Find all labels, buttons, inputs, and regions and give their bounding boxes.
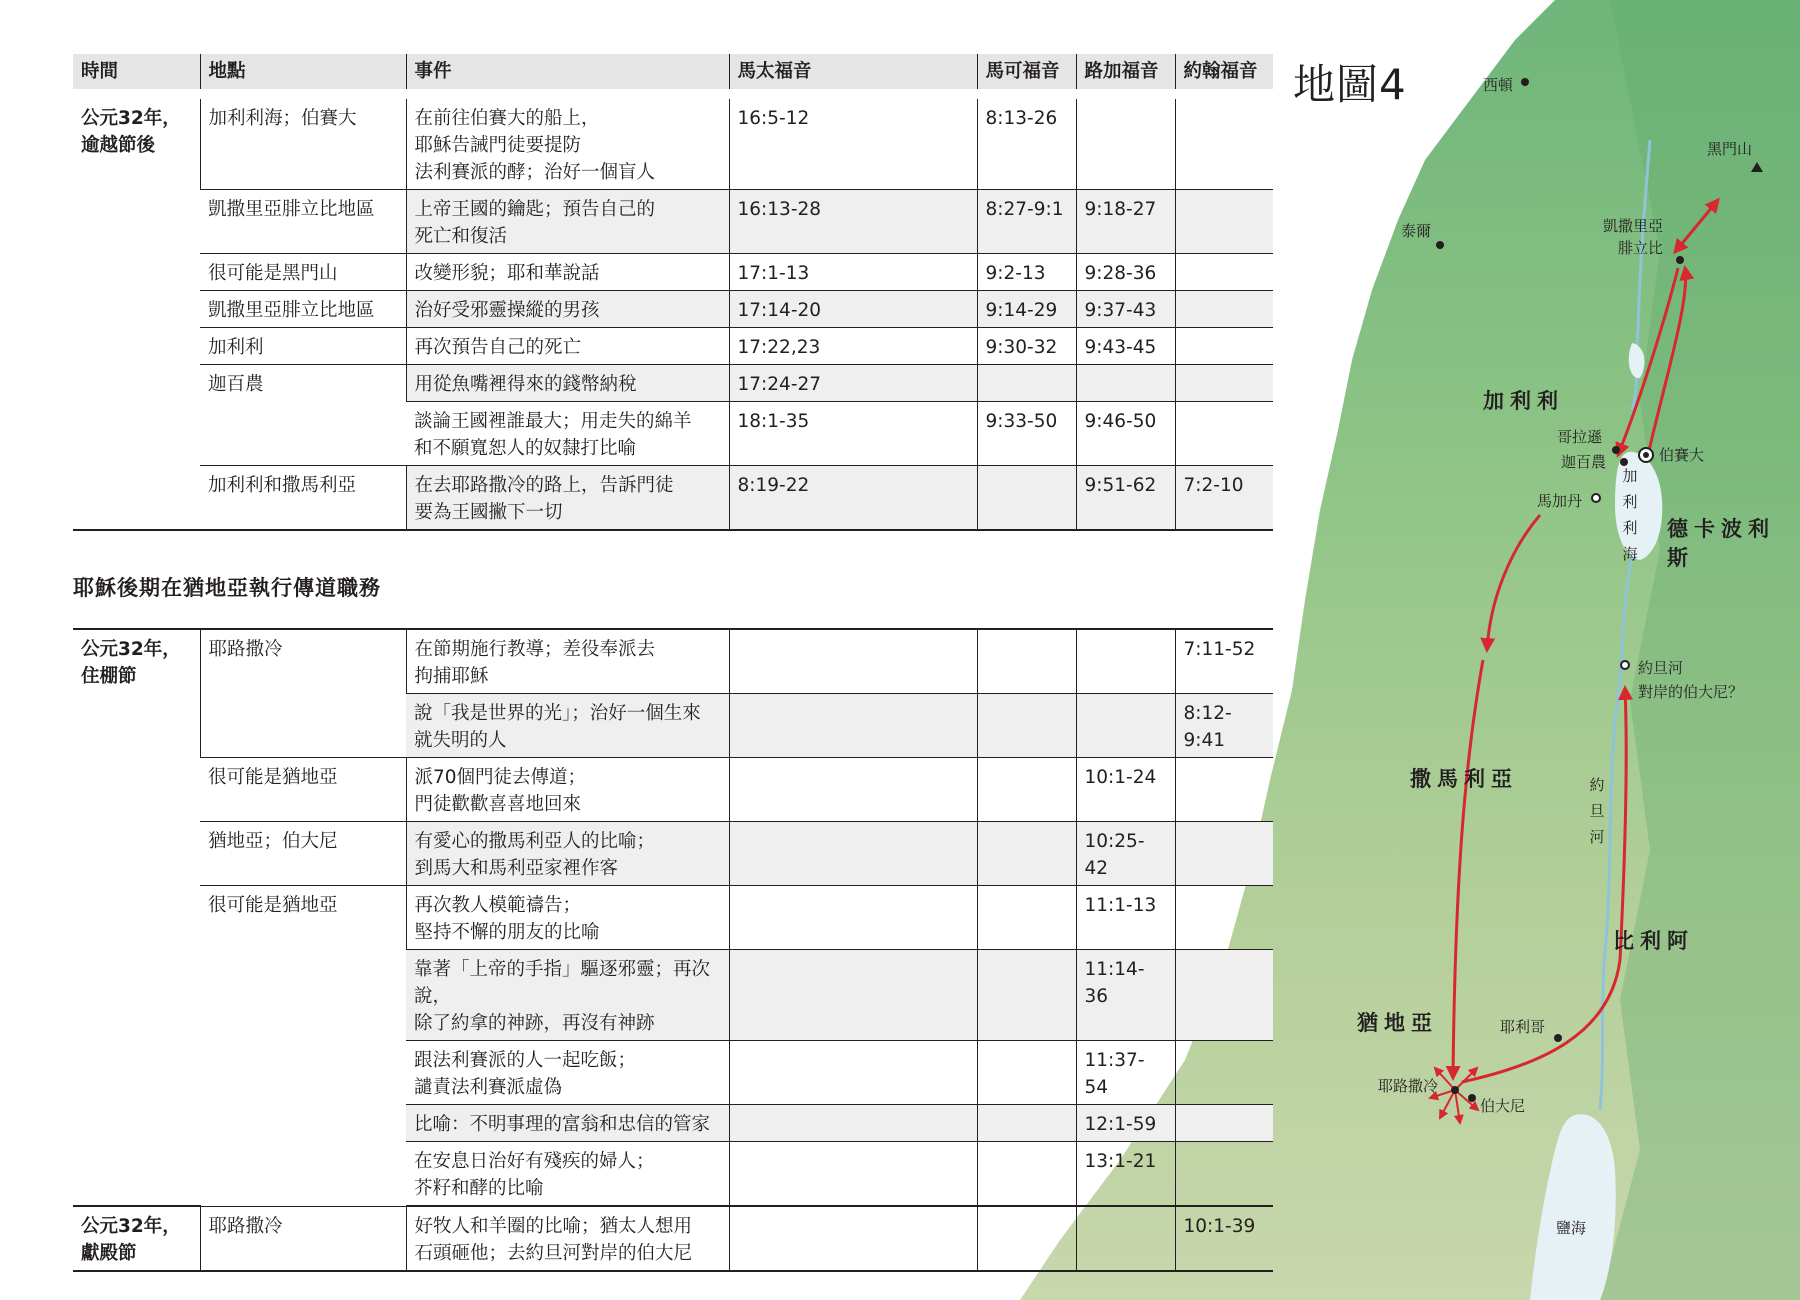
john-ref	[1175, 190, 1273, 254]
event-cell: 在去耶路撒冷的路上，告訴門徒 要為王國撇下一切	[406, 466, 729, 531]
luke-ref: 9:37-43	[1076, 291, 1175, 328]
capernaum-label: 迦百農	[1561, 453, 1607, 471]
luke-ref: 11:37-54	[1076, 1041, 1175, 1105]
john-ref	[1175, 886, 1273, 950]
mark-ref	[977, 1041, 1076, 1105]
matthew-ref	[729, 1142, 977, 1207]
chorazin-marker	[1612, 446, 1620, 454]
header-mark: 馬可福音	[977, 54, 1076, 94]
matthew-ref	[729, 758, 977, 822]
place-cell: 加利利海；伯賽大	[200, 94, 406, 190]
table-row	[73, 822, 1273, 886]
header-luke: 路加福音	[1076, 54, 1175, 94]
jordan-label: 約旦河	[1589, 776, 1605, 846]
mark-ref	[977, 1142, 1076, 1207]
hermon-label: 黑門山	[1707, 140, 1753, 158]
john-ref: 7:11-52	[1175, 629, 1273, 694]
place-cell: 凱撒里亞腓立比地區	[200, 291, 406, 328]
luke-ref: 9:28-36	[1076, 254, 1175, 291]
john-ref	[1175, 402, 1273, 466]
event-cell: 治好受邪靈操縱的男孩	[406, 291, 729, 328]
event-cell: 比喻：不明事理的富翁和忠信的管家	[406, 1105, 729, 1142]
matthew-ref	[729, 1105, 977, 1142]
matthew-ref: 17:14-20	[729, 291, 977, 328]
header-time: 時間	[73, 54, 200, 94]
bethsaida-label: 伯賽大	[1659, 446, 1705, 464]
matthew-ref	[729, 886, 977, 950]
tyre-label: 泰爾	[1401, 222, 1432, 240]
matthew-ref	[729, 1206, 977, 1271]
table-row	[73, 190, 1273, 254]
samaria-label: 撒馬利亞	[1410, 767, 1518, 791]
matthew-ref	[729, 950, 977, 1041]
mark-ref	[977, 1206, 1076, 1271]
place-cell: 耶路撒冷	[200, 1206, 406, 1271]
event-cell: 有愛心的撒馬利亞人的比喻； 到馬大和馬利亞家裡作客	[406, 822, 729, 886]
judea-label: 猶地亞	[1357, 1011, 1438, 1035]
table-row	[73, 886, 1273, 950]
tyre-marker	[1436, 241, 1444, 249]
luke-ref: 9:46-50	[1076, 402, 1175, 466]
john-ref	[1175, 1041, 1273, 1105]
matthew-ref: 16:13-28	[729, 190, 977, 254]
mark-ref: 8:27-9:1	[977, 190, 1076, 254]
place-cell: 迦百農	[200, 365, 406, 466]
jericho-marker	[1554, 1034, 1562, 1042]
mark-ref	[977, 886, 1076, 950]
event-cell: 再次教人模範禱告； 堅持不懈的朋友的比喻	[406, 886, 729, 950]
luke-ref: 10:25-42	[1076, 822, 1175, 886]
header-place: 地點	[200, 54, 406, 94]
table-row	[73, 629, 1273, 694]
mark-ref	[977, 1105, 1076, 1142]
table-header-row	[73, 54, 1273, 94]
luke-ref	[1076, 629, 1175, 694]
event-cell: 說「我是世界的光」；治好一個生來 就失明的人	[406, 694, 729, 758]
sea-of-galilee-label: 加利利海	[1622, 467, 1638, 563]
jerusalem-label: 耶路撒冷	[1378, 1077, 1439, 1095]
matthew-ref: 17:1-13	[729, 254, 977, 291]
luke-ref: 11:1-13	[1076, 886, 1175, 950]
luke-ref: 13:1-21	[1076, 1142, 1175, 1207]
luke-ref	[1076, 1206, 1175, 1271]
john-ref	[1175, 94, 1273, 190]
dead-sea-label: 鹽海	[1556, 1219, 1587, 1237]
matthew-ref	[729, 694, 977, 758]
mark-ref	[977, 466, 1076, 531]
john-ref	[1175, 365, 1273, 402]
caesarea-marker	[1676, 256, 1684, 264]
luke-ref: 12:1-59	[1076, 1105, 1175, 1142]
table-row	[73, 94, 1273, 190]
john-ref	[1175, 758, 1273, 822]
place-cell: 耶路撒冷	[200, 629, 406, 758]
jericho-label: 耶利哥	[1500, 1018, 1546, 1036]
place-cell: 很可能是黑門山	[200, 254, 406, 291]
matthew-ref: 18:1-35	[729, 402, 977, 466]
mark-ref	[977, 758, 1076, 822]
mark-ref	[977, 822, 1076, 886]
bethany-beyond-marker	[1621, 661, 1629, 669]
luke-ref: 10:1-24	[1076, 758, 1175, 822]
matthew-ref: 17:22,23	[729, 328, 977, 365]
luke-ref: 9:18-27	[1076, 190, 1175, 254]
event-cell: 好牧人和羊圈的比喻；猶太人想用 石頭砸他；去約旦河對岸的伯大尼	[406, 1206, 729, 1271]
luke-ref: 9:43-45	[1076, 328, 1175, 365]
table-row	[73, 1206, 1273, 1271]
mark-ref: 8:13-26	[977, 94, 1076, 190]
bethany-label: 伯大尼	[1480, 1097, 1526, 1115]
bethany-beyond-label: 約旦河 對岸的伯大尼？	[1638, 659, 1744, 701]
place-cell: 凱撒里亞腓立比地區	[200, 190, 406, 254]
caesarea-label: 凱撒里亞 腓立比	[1603, 217, 1664, 257]
luke-ref: 11:14-36	[1076, 950, 1175, 1041]
event-cell: 在前往伯賽大的船上， 耶穌告誡門徒要提防 法利賽派的酵；治好一個盲人	[406, 94, 729, 190]
john-ref	[1175, 328, 1273, 365]
magadan-marker	[1592, 494, 1600, 502]
event-cell: 改變形貌；耶和華說話	[406, 254, 729, 291]
mark-ref	[977, 694, 1076, 758]
event-cell: 跟法利賽派的人一起吃飯； 譴責法利賽派虛偽	[406, 1041, 729, 1105]
place-cell: 很可能是猶地亞	[200, 886, 406, 1207]
period-cell: 公元32年， 逾越節後	[73, 94, 200, 530]
matthew-ref: 17:24-27	[729, 365, 977, 402]
chronology-table-1	[73, 54, 1273, 531]
john-ref	[1175, 1105, 1273, 1142]
matthew-ref: 8:19-22	[729, 466, 977, 531]
john-ref	[1175, 950, 1273, 1041]
decapolis-label: 德卡波利斯	[1667, 517, 1775, 570]
mark-ref: 9:2-13	[977, 254, 1076, 291]
luke-ref	[1076, 94, 1175, 190]
mark-ref	[977, 365, 1076, 402]
section-heading: 耶穌後期在猶地亞執行傳道職務	[73, 576, 381, 600]
event-cell: 談論王國裡誰最大；用走失的綿羊 和不願寬恕人的奴隸打比喻	[406, 402, 729, 466]
john-ref: 8:12- 9:41	[1175, 694, 1273, 758]
chronology-table-2	[73, 628, 1273, 1272]
table-row	[73, 758, 1273, 822]
john-ref: 10:1-39	[1175, 1206, 1273, 1271]
event-cell: 在安息日治好有殘疾的婦人； 芥籽和酵的比喻	[406, 1142, 729, 1207]
chorazin-label: 哥拉遜	[1557, 428, 1603, 446]
table-row	[73, 328, 1273, 365]
event-cell: 靠著「上帝的手指」驅逐邪靈；再次說， 除了約拿的神跡，再沒有神跡	[406, 950, 729, 1041]
event-cell: 上帝王國的鑰匙；預告自己的 死亡和復活	[406, 190, 729, 254]
john-ref	[1175, 291, 1273, 328]
event-cell: 再次預告自己的死亡	[406, 328, 729, 365]
mark-ref	[977, 950, 1076, 1041]
event-cell: 派70個門徒去傳道； 門徒歡歡喜喜地回來	[406, 758, 729, 822]
magadan-label: 馬加丹	[1537, 492, 1583, 510]
perea-label: 比利阿	[1613, 929, 1694, 953]
table-row	[73, 254, 1273, 291]
mark-ref	[977, 629, 1076, 694]
header-event: 事件	[406, 54, 729, 94]
luke-ref	[1076, 365, 1175, 402]
matthew-ref	[729, 1041, 977, 1105]
galilee-label: 加利利	[1483, 389, 1564, 413]
mark-ref: 9:30-32	[977, 328, 1076, 365]
place-cell: 加利利和撒馬利亞	[200, 466, 406, 531]
period-cell: 公元32年， 獻殿節	[73, 1206, 200, 1271]
event-cell: 在節期施行教導；差役奉派去 拘捕耶穌	[406, 629, 729, 694]
john-ref: 7:2-10	[1175, 466, 1273, 531]
mark-ref: 9:14-29	[977, 291, 1076, 328]
table-row	[73, 365, 1273, 402]
table-row	[73, 291, 1273, 328]
matthew-ref: 16:5-12	[729, 94, 977, 190]
luke-ref	[1076, 694, 1175, 758]
john-ref	[1175, 822, 1273, 886]
mark-ref: 9:33-50	[977, 402, 1076, 466]
header-matthew: 馬太福音	[729, 54, 977, 94]
jerusalem-marker	[1451, 1086, 1459, 1094]
map-title: 地圖4	[1293, 60, 1407, 109]
header-john: 約翰福音	[1175, 54, 1273, 94]
john-ref	[1175, 254, 1273, 291]
event-cell: 用從魚嘴裡得來的錢幣納稅	[406, 365, 729, 402]
place-cell: 很可能是猶地亞	[200, 758, 406, 822]
period-cell: 公元32年， 住棚節	[73, 629, 200, 1206]
bethsaida-marker-dot	[1643, 452, 1649, 458]
matthew-ref	[729, 629, 977, 694]
place-cell: 猶地亞；伯大尼	[200, 822, 406, 886]
sidon-marker	[1521, 78, 1529, 86]
table-row	[73, 466, 1273, 531]
luke-ref: 9:51-62	[1076, 466, 1175, 531]
john-ref	[1175, 1142, 1273, 1207]
matthew-ref	[729, 822, 977, 886]
sidon-label: 西頓	[1483, 76, 1514, 94]
bethany-marker	[1468, 1094, 1476, 1102]
place-cell: 加利利	[200, 328, 406, 365]
